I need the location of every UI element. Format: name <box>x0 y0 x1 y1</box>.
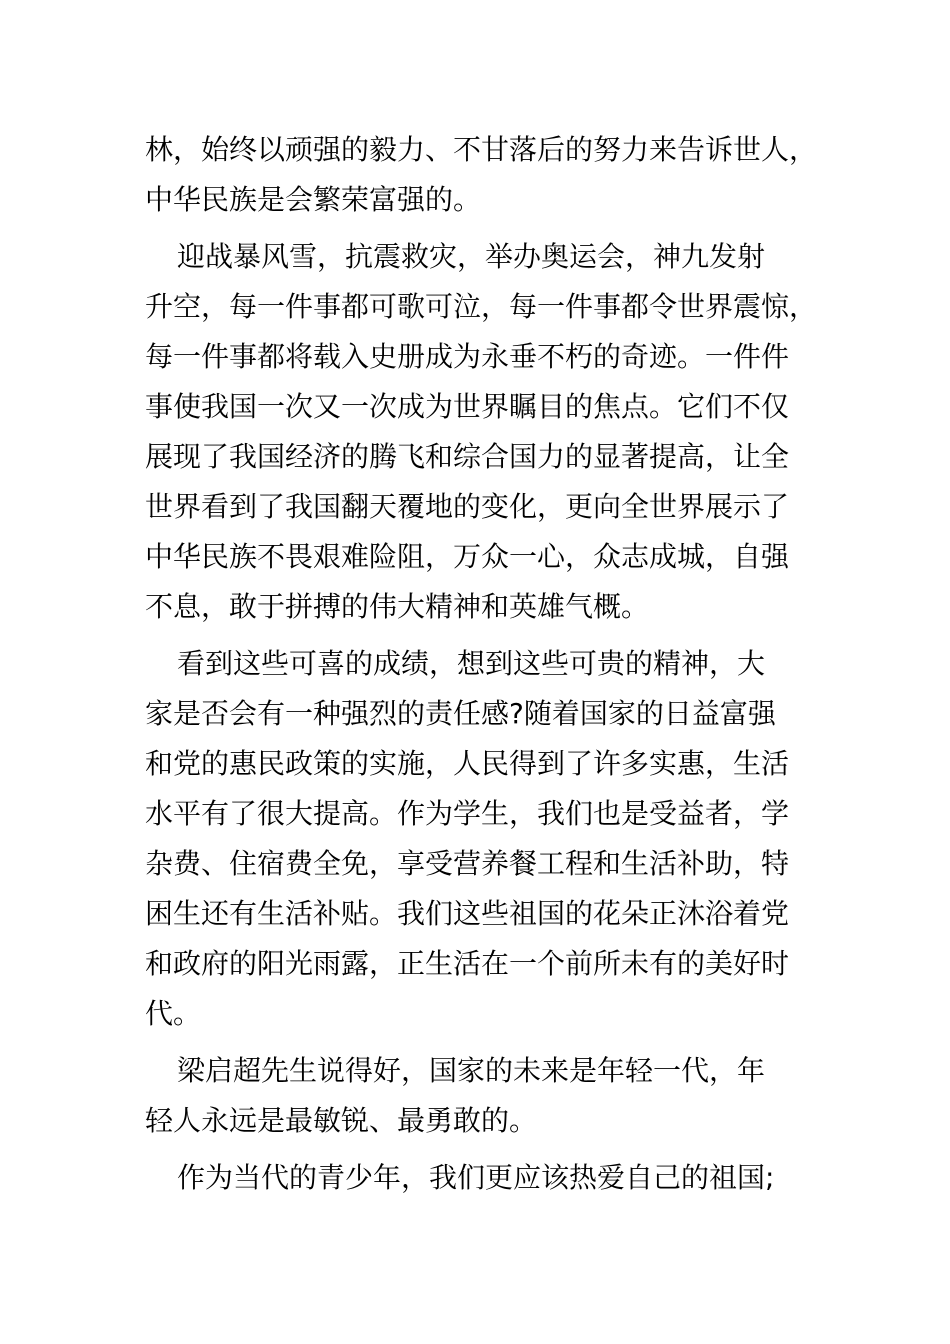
paragraph-1 <box>145 125 825 225</box>
text-line: 杂费、住宿费全免，享受营养餐工程和生活补助，特 <box>145 847 790 880</box>
text-line: 代。 <box>145 997 202 1030</box>
text-line: 梁启超先生说得好，国家的未来是年轻一代，年 <box>177 1054 766 1087</box>
text-line: 世界看到了我国翻天覆地的变化，更向全世界展示了 <box>145 490 790 523</box>
text-line: 展现了我国经济的腾飞和综合国力的显著提高，让全 <box>145 440 790 473</box>
text-line: 林，始终以顽强的毅力、不甘落后的努力来告诉世人， <box>145 133 818 166</box>
text-line: 升空，每一件事都可歌可泣，每一件事都令世界震惊， <box>145 290 818 323</box>
text-line: 事使我国一次又一次成为世界瞩目的焦点。它们不仅 <box>145 390 790 423</box>
text-line: 轻人永远是最敏锐、最勇敢的。 <box>145 1104 538 1137</box>
text-line: 和政府的阳光雨露，正生活在一个前所未有的美好时 <box>145 947 790 980</box>
text-line: 水平有了很大提高。作为学生，我们也是受益者，学 <box>145 797 790 830</box>
paragraph-5 <box>145 1153 825 1203</box>
text-line: 和党的惠民政策的实施，人民得到了许多实惠，生活 <box>145 747 790 780</box>
text-line: 作为当代的青少年，我们更应该热爱自己的祖国; <box>177 1161 775 1194</box>
text-line: 看到这些可喜的成绩，想到这些可贵的精神，大 <box>177 647 766 680</box>
text-line: 中华民族是会繁荣富强的。 <box>145 183 482 216</box>
paragraph-2 <box>145 232 825 632</box>
text-line: 家是否会有一种强烈的责任感?随着国家的日益富强 <box>145 697 776 730</box>
paragraph-3 <box>145 639 825 1039</box>
document-body <box>145 125 825 1210</box>
paragraph-4 <box>145 1046 825 1146</box>
text-line: 每一件事都将载入史册成为永垂不朽的奇迹。一件件 <box>145 340 790 373</box>
text-line: 不息，敢于拼搏的伟大精神和英雄气概。 <box>145 590 650 623</box>
text-line: 困生还有生活补贴。我们这些祖国的花朵正沐浴着党 <box>145 897 790 930</box>
text-line: 迎战暴风雪，抗震救灾，举办奥运会，神九发射 <box>177 240 766 273</box>
text-line: 中华民族不畏艰难险阻，万众一心，众志成城，自强 <box>145 540 790 573</box>
